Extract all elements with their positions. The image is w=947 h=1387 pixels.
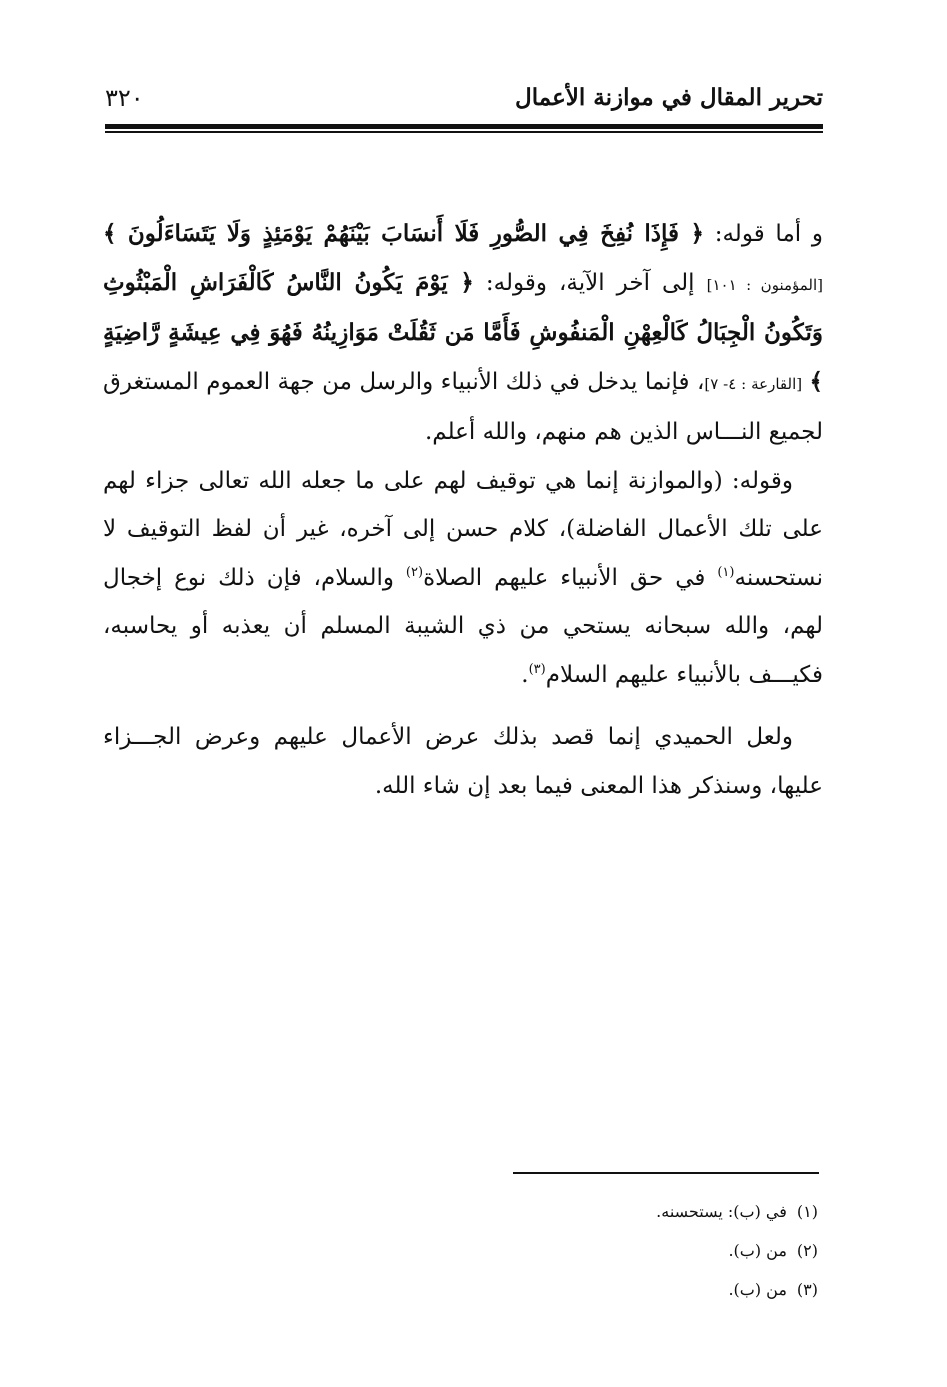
page-header (105, 82, 823, 128)
page-number: ٣٢٠ (105, 84, 144, 112)
paragraph-1 (103, 210, 823, 457)
footnote-3-text: من (ب). (728, 1280, 787, 1299)
verse-reference-2: [القارعة : ٤- ٧] (704, 374, 803, 393)
footnote-1 (440, 1192, 818, 1231)
paragraph-1-lead: و أما قوله: (703, 221, 823, 247)
paragraph-2-part-1: وقوله: (والموازنة إنما هي توقيف لهم على ما جعله الله تعالى جزاء لهم على تلك الأعمال الفاضلة)، كلام حسن إلى آخره، غير أن لفظ التوقيف لا نستحسنه (103, 467, 823, 591)
footnote-2-text: من (ب). (728, 1241, 787, 1260)
paragraph-1-tail: ، فإنما يدخل في ذلك الأنبياء والرسل من جهة العموم المستغرق لجميع النـــاس الذين هم منهم، والله أعلم. (103, 368, 823, 445)
footnote-separator (513, 1172, 819, 1174)
footnote-2 (440, 1231, 818, 1270)
footnote-1-text: في (ب): يستحسنه. (656, 1202, 787, 1221)
header-rule-thick (105, 124, 823, 129)
paragraph-3: ولعل الحميدي إنما قصد بذلك عرض الأعمال عليهم وعرض الجـــزاء عليها، وسنذكر هذا المعنى فيما بعد إن شاء الله. (103, 724, 823, 799)
footnote-marker-3[interactable]: (٣) (528, 661, 546, 677)
footnote-marker-1[interactable]: (١) (717, 564, 735, 580)
footnotes (440, 1192, 818, 1309)
footnote-marker-2[interactable]: (٢) (405, 564, 424, 580)
footnote-3 (440, 1270, 818, 1309)
quran-verse-1: ﴿ فَإِذَا نُفِخَ فِي الصُّورِ فَلَا أَنسَابَ بَيْنَهُمْ يَوْمَئِذٍ وَلَا يَتَسَاءَلُونَ ﴾ (103, 220, 704, 247)
paragraph-2 (103, 457, 823, 700)
paragraph-2-part-2: في حق الأنبياء عليهم الصلاة (423, 564, 718, 591)
footnote-2-number: (٢) (796, 1241, 818, 1260)
footnote-3-number: (٣) (796, 1280, 818, 1299)
footnote-1-number: (١) (796, 1202, 818, 1221)
paragraph-2-part-3: والسلام، فإن ذلك نوع إخجال لهم، والله سبحانه يستحي من ذي الشيبة المسلم أن يعذبه أو يحاسبه، فكيـــف بالأنبياء عليهم السلام (103, 564, 823, 688)
verse-reference-1: [المؤمنون : ١٠١] (706, 275, 824, 294)
paragraph-1-mid: إلى آخر الآية، وقوله: (473, 269, 707, 296)
running-title: تحرير المقال في موازنة الأعمال (515, 84, 823, 111)
header-rule-thin (105, 131, 823, 133)
body-text (103, 210, 823, 824)
quran-verse-2: ﴿ يَوْمَ يَكُونُ النَّاسُ كَالْفَرَاشِ الْمَبْثُوثِ وَتَكُونُ الْجِبَالُ كَالْعِهْنِ الْمَنفُوشِ فَأَمَّا مَن ثَقُلَتْ مَوَازِينُهُ فَهُوَ فِي عِيشَةٍ رَّاضِيَةٍ ﴾ (103, 268, 824, 395)
paragraph-2-part-4: . (521, 661, 529, 688)
